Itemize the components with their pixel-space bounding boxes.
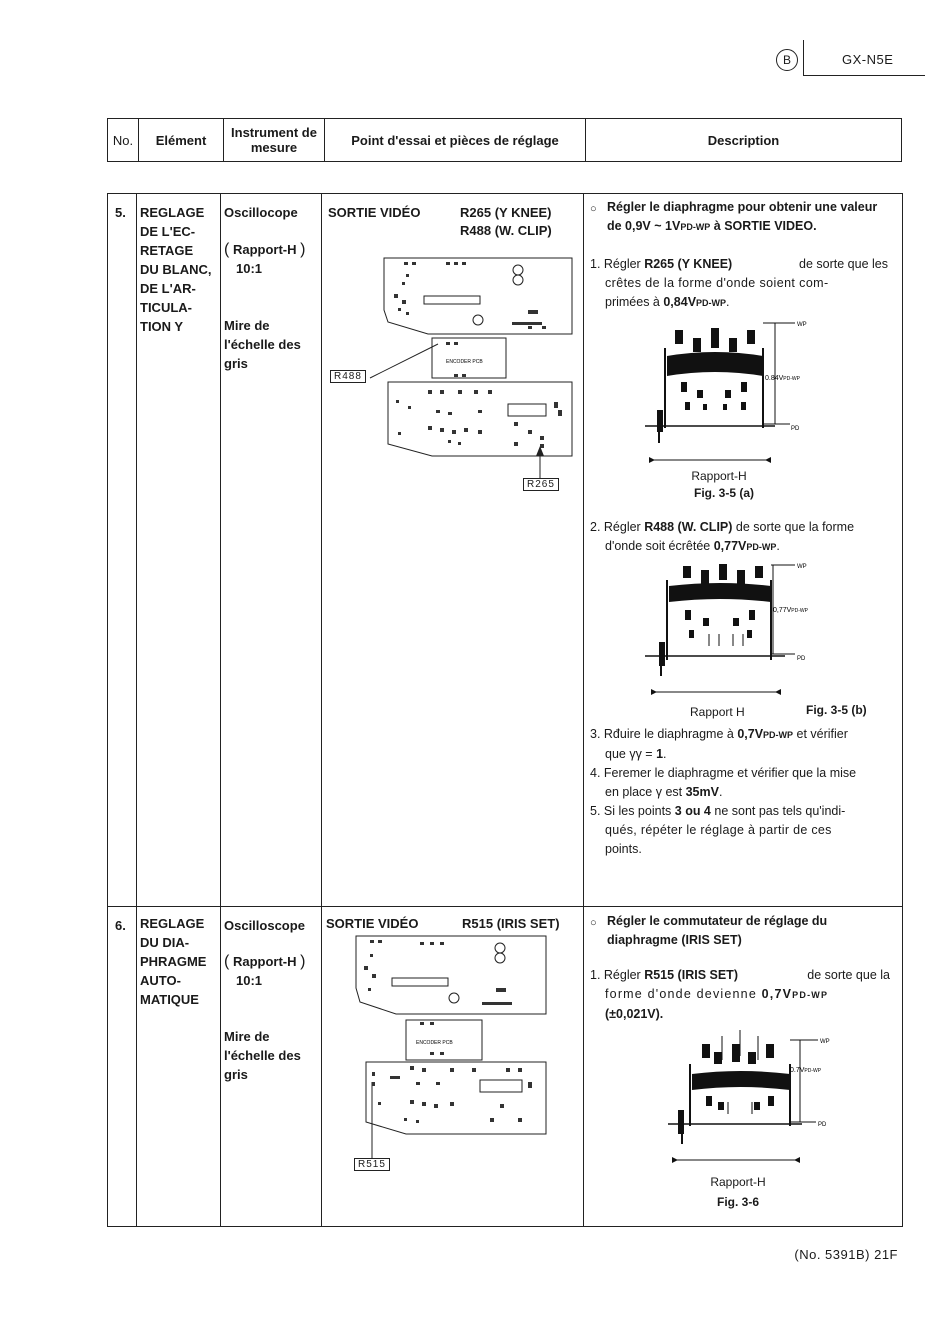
fig-a-mid-label: 0.84VPD-WP: [765, 375, 800, 382]
header-underline: [803, 75, 925, 76]
row5-part-wclip: R488 (W. CLIP): [460, 223, 552, 238]
table-header: [107, 118, 902, 162]
row5-step1: 1. Régler R265 (Y KNEE) de sorte que les crêtes de la forme d'onde soient com- primées à 0,84VPD-WP.: [590, 257, 888, 309]
fig-a-caption: Rapport-H: [691, 469, 747, 483]
fig-a-title: Fig. 3-5 (a): [693, 486, 754, 500]
fig-b-title: Fig. 3-5 (b): [806, 703, 867, 717]
row6-element: REGLAGE DU DIA- PHRAGME AUTO- MATIQUE: [140, 916, 207, 1007]
fig-3-5b-waveform: [645, 560, 825, 700]
fig-3-5a-waveform: [645, 318, 825, 470]
model-code: GX-N5E: [842, 52, 894, 67]
col-description: Description: [586, 119, 902, 162]
row-divider: [107, 906, 903, 907]
row5-intro: Régler le diaphragme pour obtenir une valeur de 0,9V ~ 1VPD-WP à SORTIE VIDEO.: [607, 200, 878, 233]
row6-instrument: Oscilloscope: [224, 918, 305, 933]
bullet-icon: ○: [590, 917, 597, 929]
page-reference: (No. 5391B) 21F: [794, 1247, 898, 1262]
grid-line: [583, 193, 584, 1227]
row6-number: 6.: [115, 918, 126, 933]
row5-instrument: Oscillocope: [224, 205, 298, 220]
fig-b-caption: Rapport H: [690, 705, 745, 719]
fig-b-pd-label: PD: [797, 656, 806, 662]
r265-label: R265: [523, 478, 559, 491]
grid-line: [321, 193, 322, 1227]
row6-pcb-diagram: [350, 932, 555, 1162]
col-element: Elément: [139, 119, 224, 162]
fig-6-wp-label: WP: [820, 1039, 830, 1045]
r488-label: R488: [330, 370, 366, 383]
fig-6-mid-label: 0.7VPD-WP: [790, 1067, 822, 1074]
row6-pattern: Mire de l'échelle des gris: [224, 1029, 301, 1082]
row5-pattern: Mire de l'échelle des gris: [224, 318, 301, 371]
row6-ratio: ( Rapport-H ) 10:1: [224, 953, 306, 988]
row5-step2: 2. Régler R488 (W. CLIP) de sorte que la forme d'onde soit écrêtée 0,77VPD-WP.: [590, 520, 855, 553]
fig-b-mid-label: 0,77VPD-WP: [773, 607, 808, 614]
row6-intro: Régler le commutateur de réglage du diaphragme (IRIS SET): [607, 914, 828, 947]
encoder-pcb-label: ENCODER PCB: [446, 359, 483, 365]
grid-line: [136, 193, 137, 1227]
row5-element: REGLAGE DE L'EC- RETAGE DU BLANC, DE L'AR- TICULA- TION Y: [140, 205, 212, 334]
header-divider: [803, 40, 804, 76]
fig-6-caption: Rapport-H: [710, 1175, 766, 1189]
row5-part-ykee: R265 (Y KNEE): [460, 205, 552, 220]
fig-3-6-waveform: [668, 1030, 848, 1172]
row5-ratio: ( Rapport-H ) 10:1: [224, 241, 306, 276]
fig-a-wp-label: WP: [797, 322, 807, 328]
r515-label: R515: [354, 1158, 390, 1171]
fig-a-pd-label: PD: [791, 426, 800, 432]
row5-point-title: SORTIE VIDÉO: [328, 205, 421, 220]
row5-steps-3-5: 3. Rđuire le diaphragme à 0,7VPD-WP et vérifier que γγ = 1. 4. Feremer le diaphragme et vérifier que la mise en place γ est 35mV. 5. Si les points 3 ou 4 ne sont pas tels qu'indi- qués, répéter le réglage à partir de ces points.: [590, 727, 857, 856]
region-badge: B: [776, 49, 798, 71]
col-no: No.: [108, 119, 139, 162]
grid-line: [220, 193, 221, 1227]
row5-number: 5.: [115, 205, 126, 220]
fig-b-wp-label: WP: [797, 564, 807, 570]
fig-6-pd-label: PD: [818, 1122, 827, 1128]
col-point: Point d'essai et pièces de réglage: [325, 119, 586, 162]
row6-step1: 1. Régler R515 (IRIS SET) de sorte que la forme d'onde devienne 0,7VPD-WP (±0,021V).: [590, 968, 890, 1021]
col-instrument: Instrument de mesure: [224, 119, 325, 162]
row6-part-iris: R515 (IRIS SET): [462, 916, 560, 931]
encoder-pcb-label: ENCODER PCB: [416, 1040, 453, 1046]
bullet-icon: ○: [590, 203, 597, 215]
fig-6-title: Fig. 3-6: [716, 1195, 759, 1209]
row6-point-title: SORTIE VIDÉO: [326, 916, 419, 931]
